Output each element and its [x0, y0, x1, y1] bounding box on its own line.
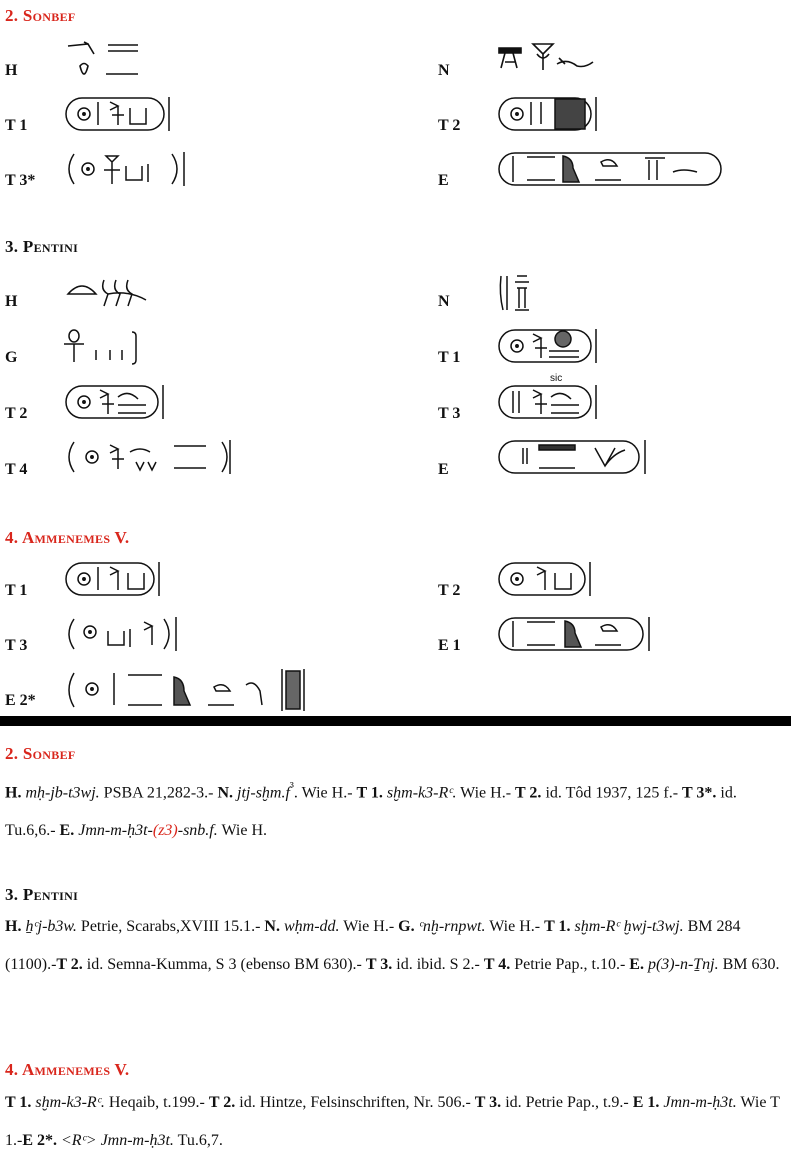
transliteration: (z3)	[152, 822, 178, 840]
heading-name: Pentini	[22, 237, 79, 256]
siglum-t2: T 2	[438, 117, 461, 134]
commentary-text: . Wie H.-	[293, 784, 357, 802]
siglum-e: E	[438, 172, 449, 189]
siglum-ref: T 3.	[474, 1094, 502, 1111]
siglum-ref: T 1.	[544, 918, 571, 935]
heading-name: Sonbef	[22, 6, 76, 25]
cartouche-pentini-t4	[64, 438, 239, 478]
heading-number: 3.	[5, 237, 19, 256]
siglum-ref: T 2.	[208, 1094, 236, 1111]
siglum-t1: T 1	[5, 582, 28, 599]
siglum-ref: G.	[398, 918, 415, 935]
cartouche-sonbef-t3	[64, 150, 189, 190]
transliteration: <Rᶜ> Jmn-m-ḥ3t.	[61, 1132, 174, 1149]
commentary-text: id. ibid. S 2.-	[392, 956, 484, 973]
siglum-h: H	[5, 293, 18, 310]
siglum-ref: E 2*.	[22, 1132, 57, 1149]
heading-number: 4.	[5, 1060, 19, 1079]
cartouche-sonbef-t2	[497, 95, 602, 135]
transliteration: p(3)-n-Ṯnj.	[647, 956, 719, 973]
commentary-heading-ammenemes	[5, 1060, 129, 1080]
commentary-text: Wie H.-	[456, 784, 516, 802]
heading-number: 3.	[5, 885, 19, 904]
transliteration: ẖᶜj-b3w.	[25, 918, 77, 935]
siglum-e2: E 2*	[5, 692, 36, 709]
cartouche-sonbef-t1	[64, 95, 174, 135]
transliteration: wḥm-dd.	[283, 918, 340, 935]
siglum-ref: H.	[5, 784, 22, 802]
heading-number: 2.	[5, 744, 19, 763]
commentary-text: Wie T 1.-	[5, 1094, 780, 1149]
section-heading-pentini	[5, 237, 78, 257]
siglum-ref: T 1.	[356, 784, 383, 802]
siglum-ref: N.	[217, 784, 234, 802]
commentary-text: Wie H.	[217, 822, 268, 840]
siglum-t3: T 3*	[5, 172, 36, 189]
siglum-g: G	[5, 349, 18, 366]
transliteration: ³	[289, 779, 294, 794]
siglum-ref: T 1.	[5, 1094, 32, 1111]
commentary-heading-sonbef	[5, 744, 76, 764]
siglum-ref: H.	[5, 918, 22, 935]
commentary-text: Petrie, Scarabs,XVIII 15.1.-	[76, 918, 265, 935]
commentary-text: id. Petrie Pap., t.9.-	[501, 1094, 633, 1111]
hieroglyph-horus-name-pentini	[64, 272, 154, 312]
siglum-t3: T 3	[438, 405, 461, 422]
commentary-text: BM 284 (1100).-	[5, 918, 741, 973]
siglum-e: E	[438, 461, 449, 478]
cartouche-sonbef-e	[497, 150, 732, 190]
transliteration: sḫm-k3-Rᶜ.	[35, 1094, 105, 1111]
commentary-text: Heqaib, t.199.-	[104, 1094, 209, 1111]
transliteration: ᶜnḫ-rnpwt.	[418, 918, 486, 935]
cartouche-ammenemes-t1	[64, 560, 164, 600]
siglum-t1: T 1	[5, 117, 28, 134]
commentary-text: id. Tu.6,6.-	[5, 784, 737, 840]
transliteration: jtj-sḫm.f	[237, 784, 290, 802]
transliteration: -snb.f.	[177, 822, 218, 840]
cartouche-pentini-t2	[64, 383, 169, 423]
section-heading-sonbef	[5, 6, 76, 26]
commentary-text: BM 630.	[718, 956, 780, 973]
commentary-text: id. Semna-Kumma, S 3 (ebenso BM 630).-	[82, 956, 366, 973]
siglum-ref: E 1.	[632, 1094, 660, 1111]
commentary-text: Wie H.-	[339, 918, 399, 935]
heading-number: 4.	[5, 528, 19, 547]
hieroglyph-horus-name-sonbef	[66, 40, 141, 80]
commentary-text: Wie H.-	[485, 918, 545, 935]
commentary-text: id. Hintze, Felsinschriften, Nr. 506.-	[235, 1094, 475, 1111]
siglum-ref: T 3*.	[682, 784, 717, 802]
siglum-ref: T 3.	[365, 956, 393, 973]
commentary-text: id. Tôd 1937, 125 f.-	[541, 784, 683, 802]
siglum-ref: E.	[629, 956, 644, 973]
transliteration: sḫm-Rᶜ ḫwj-t3wj.	[574, 918, 684, 935]
siglum-ref: N.	[264, 918, 280, 935]
transliteration: Jmn-m-ḥ3t-	[78, 822, 153, 840]
commentary-text: Tu.6,7.	[173, 1132, 223, 1149]
siglum-ref: E.	[59, 822, 75, 840]
section-heading-ammenemes	[5, 528, 129, 548]
heading-name: Sonbef	[22, 744, 76, 763]
siglum-h: H	[5, 62, 18, 79]
commentary-paragraph-pentini	[5, 908, 780, 984]
siglum-t2: T 2	[5, 405, 28, 422]
commentary-heading-pentini	[5, 885, 78, 905]
siglum-t3: T 3	[5, 637, 28, 654]
cartouche-pentini-t3	[497, 383, 602, 423]
hieroglyph-golden-name-pentini	[62, 328, 142, 366]
cartouche-pentini-e	[497, 438, 652, 478]
siglum-ref: T 4.	[483, 956, 511, 973]
page-divider	[0, 716, 791, 726]
siglum-n: N	[438, 62, 450, 79]
siglum-ref: T 2.	[515, 784, 542, 802]
heading-name: Ammenemes V.	[21, 1060, 130, 1079]
cartouche-ammenemes-t2	[497, 560, 597, 600]
commentary-paragraph-ammenemes	[5, 1084, 780, 1160]
cartouche-ammenemes-e1	[497, 615, 657, 655]
siglum-t1: T 1	[438, 349, 461, 366]
siglum-t2: T 2	[438, 582, 461, 599]
hieroglyph-nebti-name-sonbef	[497, 40, 597, 75]
siglum-ref: T 2.	[56, 956, 83, 973]
commentary-text: PSBA 21,282-3.-	[99, 784, 218, 802]
heading-name: Ammenemes V.	[21, 528, 130, 547]
commentary-text: Petrie Pap., t.10.-	[510, 956, 630, 973]
hieroglyph-nebti-name-pentini	[497, 272, 537, 314]
siglum-e1: E 1	[438, 637, 461, 654]
sic-note: sic	[550, 373, 563, 384]
cartouche-ammenemes-e2	[64, 665, 309, 715]
transliteration: Jmn-m-ḥ3t.	[663, 1094, 737, 1111]
transliteration: mḥ-jb-t3wj.	[25, 784, 100, 802]
siglum-n: N	[438, 293, 450, 310]
heading-number: 2.	[5, 6, 19, 25]
siglum-t4: T 4	[5, 461, 28, 478]
transliteration: sḫm-k3-Rᶜ.	[386, 784, 457, 802]
heading-name: Pentini	[22, 885, 79, 904]
commentary-paragraph-sonbef	[5, 768, 780, 850]
cartouche-ammenemes-t3	[64, 615, 184, 655]
cartouche-pentini-t1	[497, 327, 602, 367]
